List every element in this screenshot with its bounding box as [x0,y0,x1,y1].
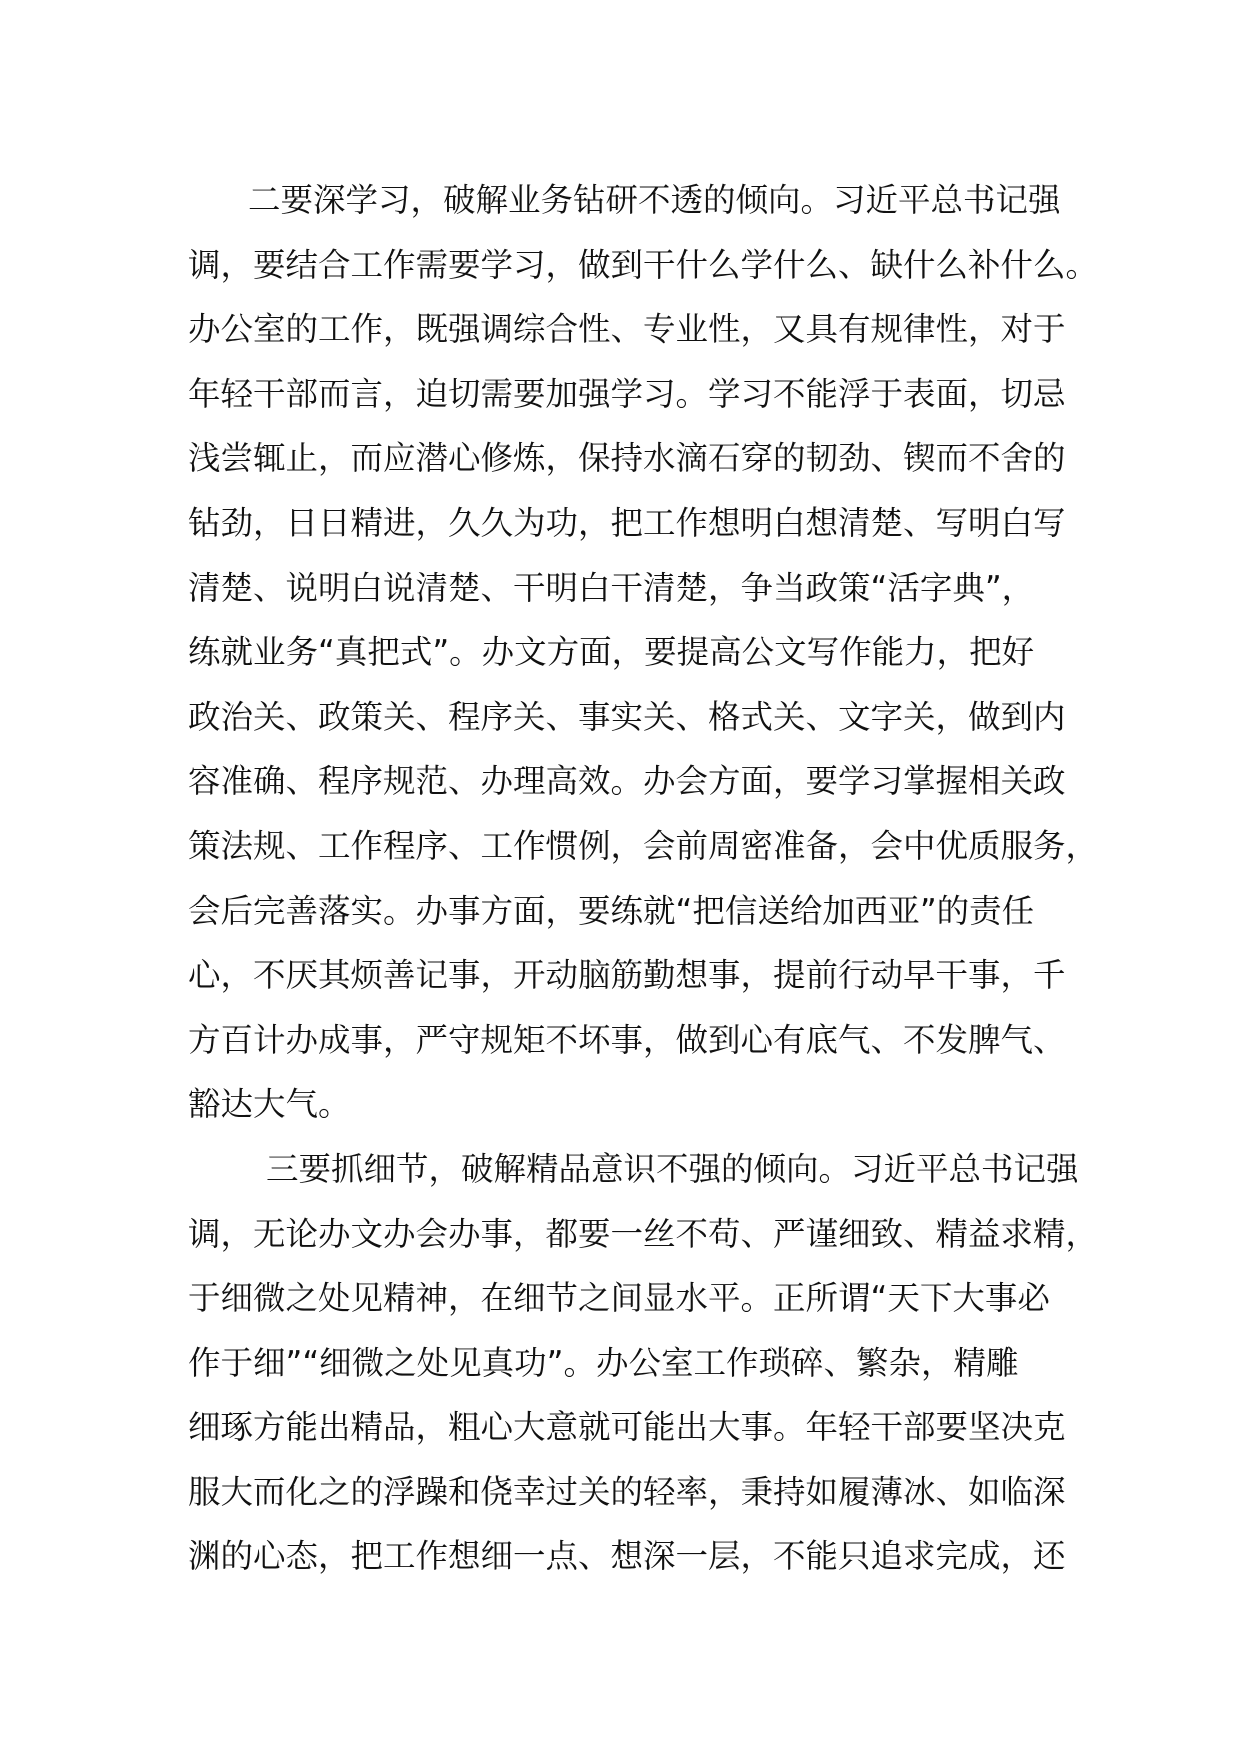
text-line: 政治关、政策关、程序关、事实关、格式关、文字关，做到内 [188,697,1066,736]
text-line: 二要深学习，破解业务钻研不透的倾向。习近平总书记强 [248,181,1061,219]
paragraph-deep-study [188,168,1099,1137]
text-line: 调，要结合工作需要学习，做到干什么学什么、缺什么补什么。 [188,245,1099,284]
text-line: 调，无论办文办会办事，都要一丝不苟、严谨细致、精益求精， [188,1214,1099,1253]
text-line: 年轻干部而言，迫切需要加强学习。学习不能浮于表面，切忌 [188,374,1066,413]
paragraph-attention-to-detail [188,1137,1099,1589]
text-line: 三要抓细节，破解精品意识不强的倾向。习近平总书记强 [266,1149,1079,1188]
text-line: 办公室的工作，既强调综合性、专业性，又具有规律性，对于 [188,310,1066,349]
text-line: 清楚、说明白说清楚、干明白干清楚，争当政策“活字典”， [188,568,1035,607]
text-line: 渊的心态，把工作想细一点、想深一层，不能只追求完成，还 [188,1537,1066,1576]
text-line: 作于细”“细微之处见真功”。办公室工作琐碎、繁杂，精雕 [188,1343,1019,1382]
text-line: 策法规、工作程序、工作惯例，会前周密准备，会中优质服务， [188,826,1099,865]
text-line: 方百计办成事，严守规矩不坏事，做到心有底气、不发脾气、 [188,1020,1066,1059]
text-line: 练就业务“真把式”。办文方面，要提高公文写作能力，把好 [188,633,1035,672]
text-line: 浅尝辄止，而应潜心修炼，保持水滴石穿的韧劲、锲而不舍的 [188,439,1066,478]
text-line: 会后完善落实。办事方面，要练就“把信送给加西亚”的责任 [188,891,1035,930]
text-line: 服大而化之的浮躁和侥幸过关的轻率，秉持如履薄冰、如临深 [188,1472,1066,1511]
text-line: 容准确、程序规范、办理高效。办会方面，要学习掌握相关政 [188,762,1066,801]
text-line: 细琢方能出精品，粗心大意就可能出大事。年轻干部要坚决克 [188,1408,1066,1447]
text-line: 豁达大气。 [188,1085,351,1124]
document-body [188,168,1099,1589]
text-line: 于细微之处见精神，在细节之间显水平。正所谓“天下大事必 [188,1279,1050,1318]
text-line: 心，不厌其烦善记事，开动脑筋勤想事，提前行动早干事，千 [188,956,1066,995]
text-line: 钻劲，日日精进，久久为功，把工作想明白想清楚、写明白写 [188,503,1066,542]
